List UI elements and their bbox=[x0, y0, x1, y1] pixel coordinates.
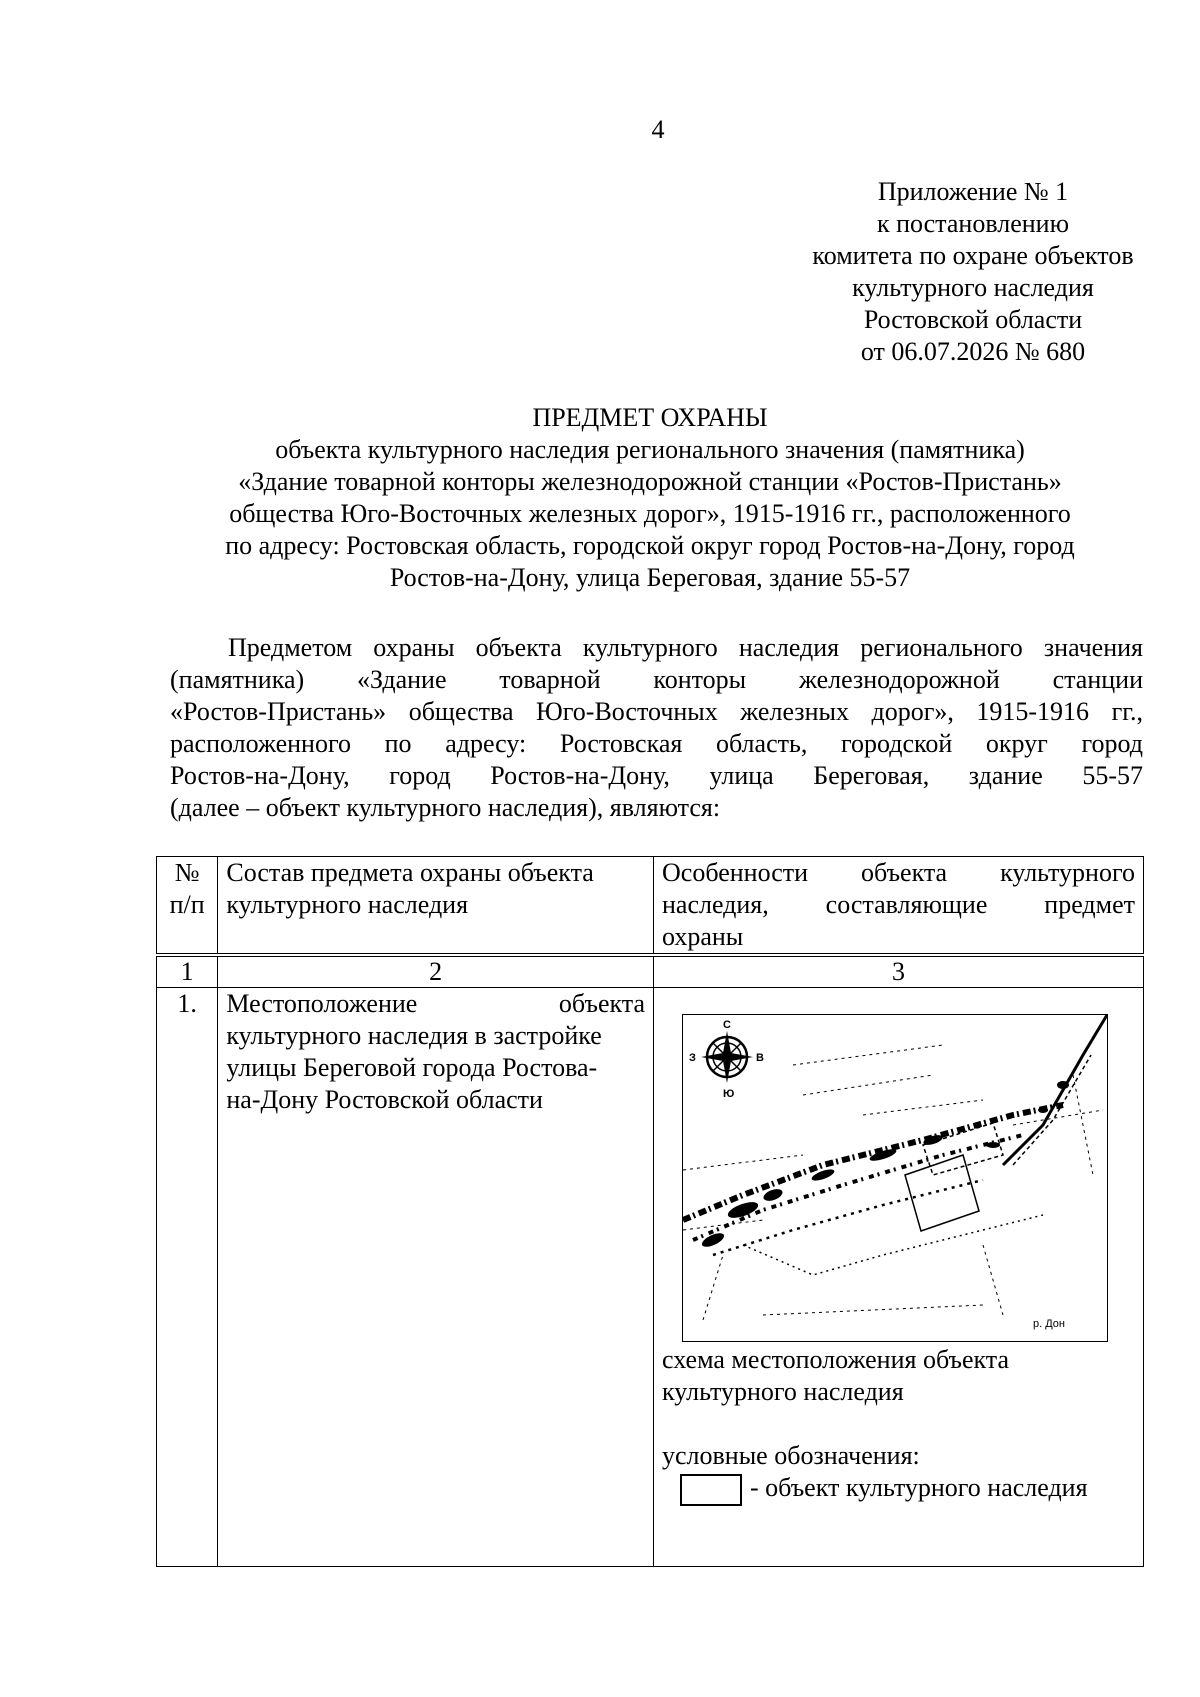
map-building-strip bbox=[683, 1105, 1063, 1275]
compass-north-label: С bbox=[723, 1019, 731, 1031]
title-line: «Здание товарной конторы железнодорожной станции «Ростов-Пристань» bbox=[238, 467, 1062, 496]
river-label: р. Дон bbox=[1033, 1318, 1065, 1330]
compass-south-label: Ю bbox=[723, 1088, 735, 1100]
composition-line: на-Дону Ростовской области bbox=[226, 1085, 543, 1114]
header-text: Особенности объекта культурного bbox=[662, 858, 1135, 887]
header-cell-number bbox=[157, 857, 218, 954]
intro-line: (памятника) «Здание товарной конторы железнодорожной станции bbox=[170, 665, 1143, 694]
appendix-line: культурного наследия bbox=[852, 273, 1094, 302]
intro-line: Ростов-на-Дону, город Ростов-на-Дону, улица Береговая, здание 55-57 bbox=[170, 761, 1143, 790]
map-railway bbox=[1003, 1015, 1107, 1165]
document-title: ПРЕДМЕТ ОХРАНЫ bbox=[532, 403, 768, 432]
appendix-line: комитета по охране объектов bbox=[812, 241, 1134, 270]
appendix-block bbox=[760, 176, 1186, 368]
header-text: охраны bbox=[662, 922, 744, 951]
title-line: общества Юго-Восточных железных дорог», 1915-1916 гг., расположенного bbox=[229, 499, 1071, 528]
legend-item-text: - объект культурного наследия bbox=[750, 1473, 1088, 1502]
header-text: № bbox=[174, 858, 200, 887]
compass-rose-icon bbox=[701, 1031, 753, 1083]
header-text: Состав предмета охраны объекта bbox=[226, 858, 594, 887]
composition-line: улицы Береговой города Ростова- bbox=[226, 1053, 598, 1082]
map-caption: культурного наследия bbox=[662, 1377, 904, 1406]
location-map-graphic bbox=[683, 1015, 1107, 1341]
legend-item bbox=[662, 1472, 1135, 1506]
row-number: 1. bbox=[157, 988, 218, 1567]
intro-line: (далее – объект культурного наследия), являются: bbox=[170, 793, 721, 822]
composition-line: культурного наследия в застройке bbox=[226, 1021, 602, 1050]
title-line: по адресу: Ростовская область, городской округ город Ростов-на-Дону, город bbox=[225, 531, 1075, 560]
header-cell-features bbox=[654, 857, 1144, 954]
table-body bbox=[156, 956, 1144, 1567]
table-row bbox=[157, 988, 1144, 1567]
table-row bbox=[157, 957, 1144, 988]
intro-paragraph bbox=[170, 632, 1143, 824]
features-cell bbox=[654, 988, 1144, 1567]
compass-west-label: З bbox=[689, 1052, 696, 1064]
appendix-line: Ростовской области bbox=[863, 305, 1083, 334]
appendix-line: от 06.07.2026 № 680 bbox=[860, 337, 1086, 366]
appendix-line: Приложение № 1 bbox=[877, 177, 1069, 206]
header-text: наследия, составляющие предмет bbox=[662, 890, 1135, 919]
column-number-cell: 2 bbox=[218, 957, 654, 988]
intro-line: расположенного по адресу: Ростовская область, городской округ город bbox=[170, 729, 1143, 758]
header-cell-composition bbox=[218, 857, 654, 954]
composition-cell bbox=[218, 988, 654, 1567]
column-number-cell: 3 bbox=[654, 957, 1144, 988]
page-number: 4 bbox=[651, 115, 665, 144]
map-caption: схема местоположения объекта bbox=[662, 1345, 1010, 1374]
composition-line: Местоположение объекта bbox=[226, 989, 645, 1018]
header-text: п/п bbox=[169, 890, 205, 919]
intro-line: «Ростов-Пристань» общества Юго-Восточных железных дорог», 1915-1916 гг., bbox=[170, 697, 1143, 726]
title-line: Ростов-на-Дону, улица Береговая, здание 55-57 bbox=[389, 563, 911, 592]
appendix-line: к постановлению bbox=[876, 209, 1070, 238]
map-street-lines bbox=[683, 1045, 1103, 1320]
header-text: культурного наследия bbox=[226, 890, 469, 919]
legend-title: условные обозначения: bbox=[662, 1441, 920, 1470]
column-number-cell: 1 bbox=[157, 957, 218, 988]
location-map bbox=[682, 1014, 1108, 1342]
title-line: объекта культурного наследия регионального значения (памятника) bbox=[275, 435, 1025, 464]
intro-line: Предметом охраны объекта культурного наследия регионального значения bbox=[228, 633, 1143, 662]
table-header bbox=[156, 856, 1144, 954]
compass-east-label: В bbox=[756, 1052, 764, 1064]
legend-outline-icon bbox=[680, 1474, 742, 1506]
title-block bbox=[170, 402, 1130, 594]
